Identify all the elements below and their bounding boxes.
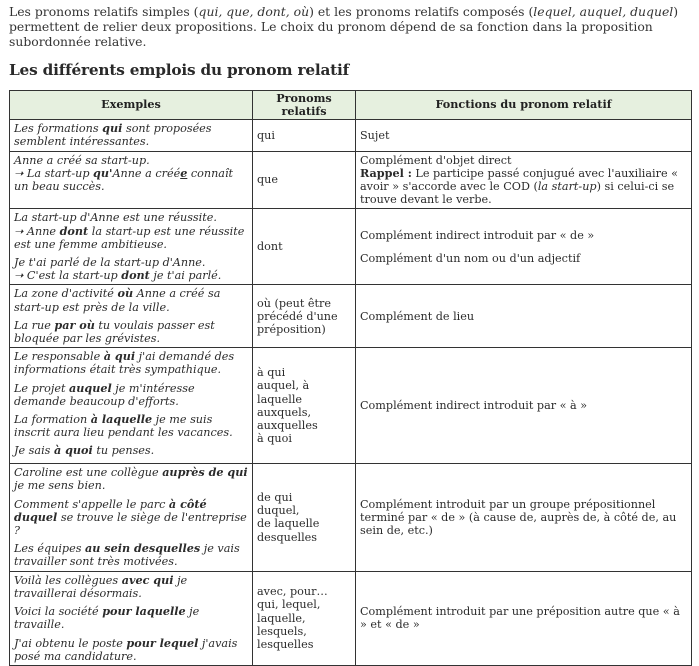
function-text: Complément d'un nom ou d'un adjectif: [360, 251, 581, 265]
pronoun-line: que: [257, 173, 278, 187]
table-row: [10, 571, 692, 665]
cell-examples: [10, 120, 253, 151]
relative-pronoun-table: [9, 90, 692, 666]
pronoun-line: à qui: [257, 366, 286, 380]
cell-pronouns: [253, 464, 356, 571]
intro-text: Les pronoms relatifs simples (: [9, 4, 199, 19]
example-sentence: La rue par où tu voulais passer est bloquée par les grévistes.: [14, 317, 215, 346]
example-sentence: Comment s'appelle le parc à côté duquel se trouve le siège de l'entreprise ?: [14, 496, 247, 538]
table-header-row: [10, 90, 692, 119]
cell-functions: [356, 571, 692, 665]
table-row: [10, 120, 692, 151]
example-sentence: Les formations qui sont proposées semblent intéressantes.: [14, 121, 212, 149]
cell-pronouns: [253, 285, 356, 348]
pronoun-line: auquel, à laquelle: [257, 379, 310, 406]
function-text: Sujet: [360, 128, 390, 142]
intro-text: ) et les pronoms relatifs composés (: [309, 4, 534, 19]
cell-pronouns: [253, 571, 356, 665]
pronoun-line: dont: [257, 240, 283, 254]
example-sentence: Voilà les collègues avec qui je travaillerai désormais.: [14, 572, 188, 600]
intro-compound-pronouns: lequel, auquel, duquel: [533, 4, 674, 19]
cell-examples: [10, 285, 253, 348]
example-sentence: La formation à laquelle je me suis inscrit aura lieu pendant les vacances.: [14, 412, 233, 440]
cell-examples: [10, 571, 253, 665]
table-body: [10, 120, 692, 666]
header-functions: Fonctions du pronom relatif: [356, 90, 692, 119]
cell-pronouns: [253, 209, 356, 285]
pronoun-line: desquelles: [257, 530, 318, 544]
cell-examples: [10, 464, 253, 571]
pronoun-line: auxquels,: [257, 405, 312, 419]
function-text: Complément d'objet direct Rappel : Le participe passé conjugué avec l'auxiliaire « avoir » s'accorde avec le COD (la start-up) si celui-ci se trouve devant le verbe.: [360, 153, 678, 207]
pronoun-line: où (peut être précédé d'une préposition): [257, 296, 338, 336]
table-row: [10, 464, 692, 571]
example-sentence: La zone d'activité où Anne a créé sa start-up est près de la ville.: [14, 286, 221, 314]
cell-pronouns: [253, 120, 356, 151]
pronoun-line: de laquelle: [257, 517, 320, 531]
cell-examples: [10, 209, 253, 285]
example-sentence: Caroline est une collègue auprès de qui je me sens bien.: [14, 465, 248, 493]
section-heading: Les différents emplois du pronom relatif: [9, 60, 350, 79]
cell-examples: [10, 348, 253, 464]
example-sentence: J'ai obtenu le poste pour lequel j'avais posé ma candidature.: [14, 635, 238, 663]
example-sentence: Anne a créé sa start-up. ➝ La start-up qu'Anne a créée connaît un beau succès.: [14, 153, 234, 194]
example-sentence: Le responsable à qui j'ai demandé des informations était très sympathique.: [14, 349, 235, 377]
example-sentence: Je t'ai parlé de la start-up d'Anne. ➝ C'est la start-up dont je t'ai parlé.: [14, 256, 222, 283]
example-sentence: La start-up d'Anne est une réussite. ➝ Anne dont la start-up est une réussite est une femme ambitieuse.: [14, 211, 245, 251]
table-row: [10, 209, 692, 285]
function-text: Complément indirect introduit par « de »: [360, 228, 595, 242]
intro-simple-pronouns: qui, que, dont, où: [198, 4, 310, 19]
pronoun-line: avec, pour… qui, lequel, laquelle, lesquels, lesquelles: [257, 585, 328, 652]
function-text: Complément introduit par un groupe prépositionnel terminé par « de » (à cause de, auprès de, à côté de, au sein de, etc.): [360, 497, 677, 538]
function-text: Complément de lieu: [360, 309, 475, 323]
header-pronouns: Pronoms relatifs: [253, 90, 356, 119]
table-row: [10, 151, 692, 209]
intro-text: ) permettent de relier deux propositions. Le choix du pronom dépend de sa fonction dans la proposition subordonnée relative.: [9, 4, 679, 50]
cell-pronouns: [253, 151, 356, 209]
header-examples: Exemples: [10, 90, 253, 119]
intro-paragraph: [9, 4, 691, 50]
cell-examples: [10, 151, 253, 209]
example-sentence: Voici la société pour laquelle je travaille.: [14, 604, 200, 632]
pronoun-line: qui: [257, 128, 275, 142]
cell-functions: [356, 120, 692, 151]
pronoun-line: de qui: [257, 491, 293, 505]
pronoun-line: auxquelles: [257, 418, 318, 432]
cell-functions: [356, 151, 692, 209]
example-sentence: Le projet auquel je m'intéresse demande beaucoup d'efforts.: [14, 380, 195, 408]
function-text: Complément introduit par une préposition autre que « à » et « de »: [360, 605, 680, 632]
example-sentence: Les équipes au sein desquelles je vais travailler sont très motivées.: [14, 541, 240, 569]
cell-functions: [356, 209, 692, 285]
pronoun-line: à quoi: [257, 432, 292, 446]
example-sentence: Je sais à quoi tu penses.: [14, 443, 155, 458]
pronoun-line: duquel,: [257, 504, 300, 518]
table-row: [10, 285, 692, 348]
function-text: Complément indirect introduit par « à »: [360, 399, 588, 413]
cell-functions: [356, 464, 692, 571]
cell-pronouns: [253, 348, 356, 464]
table-row: [10, 348, 692, 464]
cell-functions: [356, 285, 692, 348]
cell-functions: [356, 348, 692, 464]
